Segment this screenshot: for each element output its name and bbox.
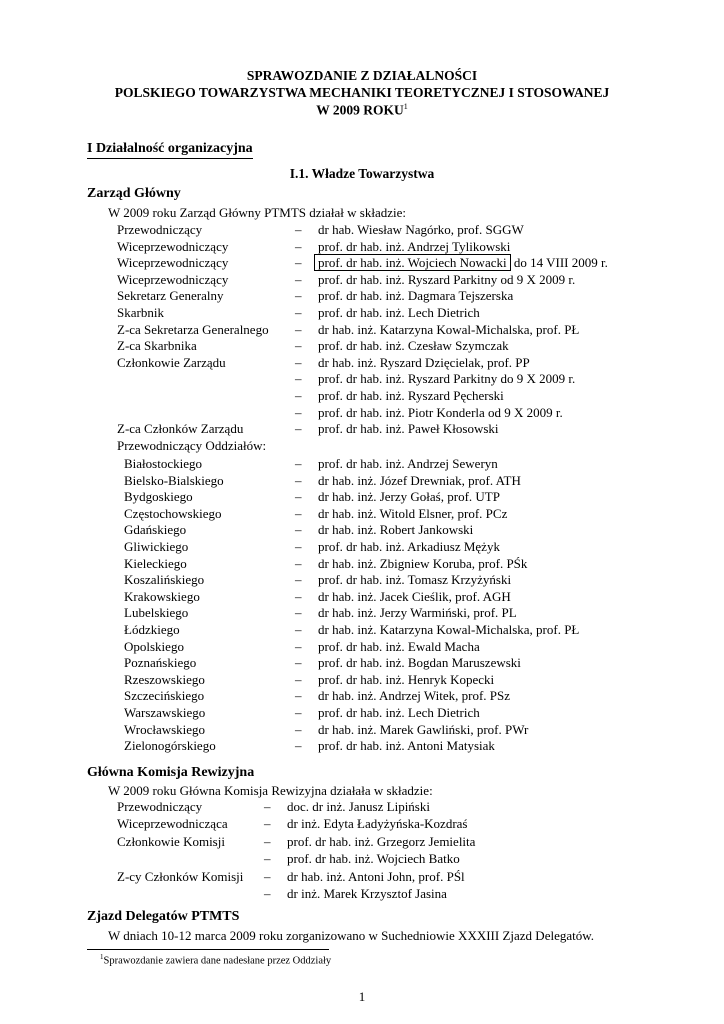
member-name-text: dr hab. inż. Józef Drewniak, prof. ATH (318, 472, 521, 488)
member-role: Wiceprzewodniczący (117, 255, 229, 271)
member-role: Białostockiego (124, 456, 202, 471)
member-role: Bielsko-Bialskiego (124, 472, 224, 488)
member-role: Z-ca Skarbnika (117, 338, 197, 354)
section-heading-organizational: I Działalność organizacyjna (87, 141, 253, 159)
member-name (318, 738, 495, 754)
footnote-text: Sprawozdanie zawiera dane nadesłane przez Oddziały (103, 955, 332, 967)
member-name-text: prof. dr hab. inż. Czesław Szymczak (318, 338, 509, 354)
member-name (318, 556, 527, 572)
dash-separator: – (295, 705, 302, 720)
member-role: Warszawskiego (124, 705, 206, 720)
member-name (318, 539, 500, 555)
member-name (318, 722, 528, 738)
member-name-text: prof. dr hab. inż. Andrzej Seweryn (318, 456, 498, 471)
member-name-text: dr hab. inż. Katarzyna Kowal-Michalska, prof. PŁ (318, 321, 580, 337)
member-name (318, 239, 510, 255)
dash-separator: – (264, 816, 271, 832)
dash-separator: – (295, 721, 302, 737)
dash-separator: – (295, 638, 302, 654)
dash-separator: – (295, 588, 302, 604)
member-name-text: prof. dr hab. inż. Andrzej Tylikowski (318, 238, 511, 254)
dash-separator: – (295, 655, 302, 671)
dash-separator: – (295, 271, 302, 287)
member-name (287, 816, 468, 832)
member-name (318, 272, 575, 288)
member-name-text: prof. dr hab. inż. Lech Dietrich (318, 305, 480, 320)
dash-separator: – (295, 388, 302, 403)
dash-separator: – (264, 868, 271, 884)
dash-separator: – (295, 671, 302, 687)
dash-separator: – (295, 255, 302, 271)
dash-separator: – (295, 288, 302, 304)
dash-separator: – (295, 354, 302, 370)
member-name (318, 639, 480, 655)
dash-separator: – (295, 371, 302, 387)
member-name-text: prof. dr hab. inż. Grzegorz Jemielita (287, 833, 476, 849)
dash-separator: – (295, 472, 302, 488)
dash-separator: – (295, 572, 302, 588)
member-name-text: prof. dr hab. inż. Wojciech Nowacki (314, 254, 511, 271)
report-title-year: W 2009 ROKU (316, 102, 404, 118)
member-name (318, 705, 480, 721)
member-name-text: dr hab. inż. Jacek Cieślik, prof. AGH (318, 588, 511, 604)
member-name-text: dr hab. inż. Zbigniew Koruba, prof. PŚk (318, 555, 528, 571)
member-name-text: prof. dr hab. inż. Ryszard Parkitny do 9 X 2009 r. (318, 371, 576, 387)
heading-audit-commission: Główna Komisja Rewizyjna (87, 765, 255, 780)
member-name (318, 655, 521, 671)
member-role: Członkowie Zarządu (117, 354, 226, 370)
member-role: Koszalińskiego (124, 572, 205, 588)
dash-separator: – (295, 622, 302, 637)
member-role: Zielonogórskiego (124, 738, 216, 754)
member-name (318, 405, 563, 421)
member-name-text: dr hab. inż. Robert Jankowski (318, 522, 474, 538)
member-role: Szczecińskiego (124, 688, 205, 704)
dash-separator: – (295, 338, 302, 354)
member-name-text: prof. dr hab. inż. Piotr Konderla od 9 X 2009 r. (318, 404, 563, 420)
member-name (318, 421, 499, 437)
member-name-text: dr inż. Edyta Ładyżyńska-Kozdraś (287, 816, 468, 832)
member-name-text: dr hab. inż. Andrzej Witek, prof. PSz (318, 688, 511, 704)
member-name (318, 322, 579, 338)
audit-commission-intro: W 2009 roku Główna Komisja Rewizyjna działała w składzie: (108, 783, 433, 798)
member-name-text: dr hab. inż. Jerzy Gołaś, prof. UTP (318, 489, 500, 505)
member-name (287, 869, 465, 885)
member-role: Poznańskiego (124, 655, 197, 671)
dash-separator: – (295, 421, 302, 437)
member-name (318, 506, 507, 522)
member-name-text: prof. dr hab. inż. Henryk Kopecki (318, 671, 495, 687)
member-name (318, 605, 517, 621)
member-name (287, 851, 460, 867)
dash-separator: – (295, 222, 302, 237)
member-name (318, 489, 500, 505)
footnote (100, 953, 331, 967)
report-title-line-3 (0, 102, 724, 119)
member-name (318, 589, 511, 605)
member-name-text: dr hab. inż. Marek Gawliński, prof. PWr (318, 721, 529, 737)
member-name (318, 371, 575, 387)
member-name (318, 305, 480, 321)
branches-label: Przewodniczący Oddziałów: (117, 438, 267, 453)
report-title-line-1: SPRAWOZDANIE Z DZIAŁALNOŚCI (246, 68, 478, 83)
dash-separator: – (264, 851, 271, 867)
member-name-text: prof. dr hab. inż. Wojciech Batko (287, 851, 460, 867)
member-name-text: prof. dr hab. inż. Dagmara Tejszerska (318, 288, 514, 304)
page-number: 1 (358, 989, 366, 1004)
member-name-text: prof. dr hab. inż. Antoni Matysiak (318, 738, 495, 754)
dash-separator: – (295, 539, 302, 554)
member-name (318, 522, 473, 538)
member-role: Wiceprzewodnicząca (117, 816, 228, 832)
member-name-text: dr hab. inż. Katarzyna Kowal-Michalska, prof. PŁ (318, 622, 580, 637)
member-name (318, 338, 509, 354)
member-role: Przewodniczący (117, 799, 203, 814)
member-name-text: dr hab. inż. Witold Elsner, prof. PCz (318, 505, 508, 521)
dash-separator: – (295, 738, 302, 754)
dash-separator: – (264, 833, 271, 849)
dash-separator: – (295, 688, 302, 704)
main-board-intro: W 2009 roku Zarząd Główny PTMTS działał w składzie: (108, 205, 406, 220)
member-role: Z-ca Członków Zarządu (117, 421, 244, 437)
dash-separator: – (264, 799, 271, 814)
member-name (318, 688, 510, 704)
dash-separator: – (295, 489, 302, 505)
dash-separator: – (295, 404, 302, 420)
dash-separator: – (295, 321, 302, 337)
member-role: Krakowskiego (124, 588, 200, 604)
dash-separator: – (295, 605, 302, 621)
footnote-rule (87, 949, 329, 950)
member-name (318, 388, 504, 404)
member-name (318, 355, 530, 371)
member-role: Bydgoskiego (124, 489, 193, 505)
member-name-text: prof. dr hab. inż. Bogdan Maruszewski (318, 655, 521, 671)
dash-separator: – (295, 555, 302, 571)
member-role: Wiceprzewodniczący (117, 238, 229, 254)
footnote-mark: 1 (403, 102, 408, 111)
member-role: Wrocławskiego (124, 721, 206, 737)
member-role: Gliwickiego (124, 539, 189, 554)
member-name (318, 672, 494, 688)
member-name (287, 886, 447, 902)
member-role: Rzeszowskiego (124, 671, 205, 687)
member-name (287, 799, 430, 815)
report-title-line-2: POLSKIEGO TOWARZYSTWA MECHANIKI TEORETYCZNEJ I STOSOWANEJ (114, 85, 610, 100)
member-name (318, 473, 521, 489)
member-name-text: prof. dr hab. inż. Ryszard Parkitny od 9 X 2009 r. (318, 271, 576, 287)
member-role: Sekretarz Generalny (117, 288, 224, 304)
member-name-text: doc. dr inż. Janusz Lipiński (287, 799, 430, 814)
heading-delegates-congress: Zjazd Delegatów PTMTS (87, 909, 240, 924)
member-name (314, 255, 608, 271)
subsection-heading-authorities: I.1. Władze Towarzystwa (289, 166, 435, 181)
member-term-note: do 14 VIII 2009 r. (510, 255, 608, 271)
delegates-congress-text: W dniach 10-12 marca 2009 roku zorganizowano w Suchedniowie XXXIII Zjazd Delegatów. (108, 928, 595, 943)
member-role: Skarbnik (117, 305, 164, 320)
member-role: Z-ca Sekretarza Generalnego (117, 321, 269, 337)
member-role: Opolskiego (124, 638, 184, 654)
member-name-text: prof. dr hab. inż. Ewald Macha (318, 638, 480, 654)
member-role: Przewodniczący (117, 222, 203, 237)
member-name-text: dr hab. inż. Jerzy Warmiński, prof. PL (318, 605, 517, 621)
member-role: Łódzkiego (124, 622, 180, 637)
member-name-text: dr hab. inż. Ryszard Dzięcielak, prof. PP (318, 354, 530, 370)
member-name (318, 456, 498, 472)
member-name (318, 622, 579, 638)
footnote-number: 1 (100, 953, 104, 961)
dash-separator: – (295, 305, 302, 320)
member-name-text: prof. dr hab. inż. Ryszard Pęcherski (318, 388, 504, 403)
member-name-text: dr hab. inż. Antoni John, prof. PŚl (287, 868, 465, 884)
dash-separator: – (295, 522, 302, 538)
member-name (318, 572, 511, 588)
dash-separator: – (295, 238, 302, 254)
member-role: Z-cy Członków Komisji (117, 868, 244, 884)
heading-main-board: Zarząd Główny (87, 186, 181, 201)
dash-separator: – (295, 456, 302, 471)
member-role: Częstochowskiego (124, 505, 222, 521)
member-name-text: dr inż. Marek Krzysztof Jasina (287, 886, 447, 901)
member-role: Kieleckiego (124, 555, 187, 571)
member-role: Członkowie Komisji (117, 833, 225, 849)
member-name-text: prof. dr hab. inż. Paweł Kłosowski (318, 421, 499, 437)
member-name-text: prof. dr hab. inż. Tomasz Krzyżyński (318, 572, 512, 588)
member-name (287, 834, 475, 850)
member-name (318, 288, 513, 304)
member-name-text: prof. dr hab. inż. Arkadiusz Mężyk (318, 539, 500, 554)
member-name-text: prof. dr hab. inż. Lech Dietrich (318, 705, 480, 720)
member-name (318, 222, 524, 238)
member-name-text: dr hab. Wiesław Nagórko, prof. SGGW (318, 222, 524, 237)
member-role: Gdańskiego (124, 522, 187, 538)
dash-separator: – (295, 505, 302, 521)
dash-separator: – (264, 886, 271, 901)
member-role: Wiceprzewodniczący (117, 271, 229, 287)
member-role: Lubelskiego (124, 605, 189, 621)
